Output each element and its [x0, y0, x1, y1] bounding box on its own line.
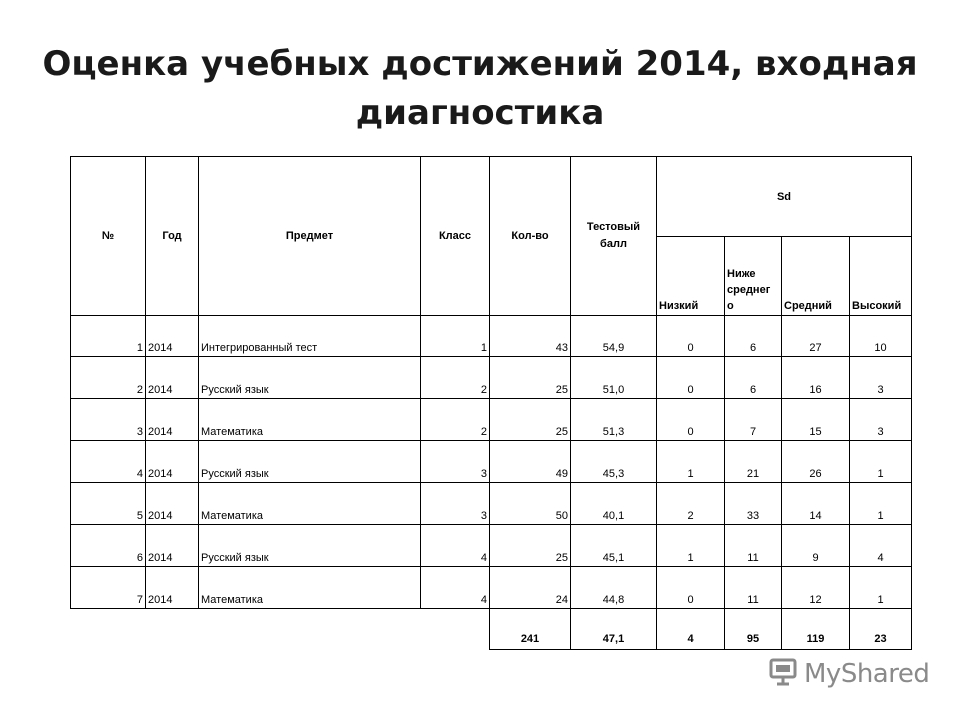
- cell-high: 10: [850, 316, 912, 357]
- cell-num: 2: [71, 357, 146, 399]
- cell-num: 5: [71, 483, 146, 525]
- cell-low: 0: [657, 316, 725, 357]
- cell-count: 50: [490, 483, 571, 525]
- cell-below: 11: [725, 525, 782, 567]
- total-avg: 119: [782, 609, 850, 650]
- cell-grade: 2: [421, 357, 490, 399]
- cell-low: 2: [657, 483, 725, 525]
- cell-year: 2014: [146, 441, 199, 483]
- cell-count: 25: [490, 399, 571, 441]
- totals-spacer: [71, 609, 490, 650]
- header-count: Кол-во: [490, 157, 571, 316]
- cell-grade: 4: [421, 567, 490, 609]
- myshared-logo: [768, 656, 929, 692]
- cell-high: 1: [850, 567, 912, 609]
- cell-below: 6: [725, 357, 782, 399]
- table-row: [71, 567, 912, 609]
- cell-avg: 14: [782, 483, 850, 525]
- cell-score: 45,3: [571, 441, 657, 483]
- header-year: Год: [146, 157, 199, 316]
- header-below-average: Ниже среднег о: [725, 237, 782, 316]
- cell-subject: Русский язык: [199, 441, 421, 483]
- cell-num: 4: [71, 441, 146, 483]
- cell-low: 0: [657, 399, 725, 441]
- results-table: [70, 156, 912, 650]
- cell-high: 3: [850, 399, 912, 441]
- cell-high: 4: [850, 525, 912, 567]
- cell-subject: Математика: [199, 483, 421, 525]
- cell-subject: Интегрированный тест: [199, 316, 421, 357]
- cell-num: 3: [71, 399, 146, 441]
- table-row: [71, 316, 912, 357]
- header-high: Высокий: [850, 237, 912, 316]
- cell-below: 7: [725, 399, 782, 441]
- header-sd: Sd: [657, 157, 912, 237]
- cell-year: 2014: [146, 357, 199, 399]
- cell-year: 2014: [146, 525, 199, 567]
- cell-score: 45,1: [571, 525, 657, 567]
- cell-high: 1: [850, 483, 912, 525]
- watermark-text: MyShared: [804, 659, 930, 689]
- cell-count: 49: [490, 441, 571, 483]
- cell-subject: Математика: [199, 399, 421, 441]
- total-low: 4: [657, 609, 725, 650]
- cell-year: 2014: [146, 399, 199, 441]
- cell-high: 3: [850, 357, 912, 399]
- cell-avg: 16: [782, 357, 850, 399]
- header-average: Средний: [782, 237, 850, 316]
- cell-avg: 15: [782, 399, 850, 441]
- cell-avg: 9: [782, 525, 850, 567]
- cell-score: 40,1: [571, 483, 657, 525]
- cell-avg: 27: [782, 316, 850, 357]
- header-grade: Класс: [421, 157, 490, 316]
- cell-below: 6: [725, 316, 782, 357]
- totals-row: [71, 609, 912, 650]
- cell-subject: Русский язык: [199, 525, 421, 567]
- cell-grade: 1: [421, 316, 490, 357]
- page-title: Оценка учебных достижений 2014, входная диагностика: [42, 44, 918, 133]
- cell-year: 2014: [146, 483, 199, 525]
- cell-below: 33: [725, 483, 782, 525]
- cell-year: 2014: [146, 567, 199, 609]
- cell-year: 2014: [146, 316, 199, 357]
- table-row: [71, 441, 912, 483]
- total-below: 95: [725, 609, 782, 650]
- cell-num: 7: [71, 567, 146, 609]
- cell-low: 0: [657, 357, 725, 399]
- total-score: 47,1: [571, 609, 657, 650]
- cell-grade: 2: [421, 399, 490, 441]
- cell-low: 0: [657, 567, 725, 609]
- cell-count: 43: [490, 316, 571, 357]
- cell-grade: 4: [421, 525, 490, 567]
- cell-high: 1: [850, 441, 912, 483]
- total-high: 23: [850, 609, 912, 650]
- cell-count: 24: [490, 567, 571, 609]
- cell-subject: Русский язык: [199, 357, 421, 399]
- table-row: [71, 399, 912, 441]
- cell-score: 44,8: [571, 567, 657, 609]
- cell-count: 25: [490, 525, 571, 567]
- header-subject: Предмет: [199, 157, 421, 316]
- cell-score: 54,9: [571, 316, 657, 357]
- cell-low: 1: [657, 441, 725, 483]
- total-count: 241: [490, 609, 571, 650]
- cell-below: 11: [725, 567, 782, 609]
- cell-num: 1: [71, 316, 146, 357]
- table-row: [71, 483, 912, 525]
- table-row: [71, 525, 912, 567]
- cell-count: 25: [490, 357, 571, 399]
- cell-avg: 26: [782, 441, 850, 483]
- cell-score: 51,3: [571, 399, 657, 441]
- table-row: [71, 357, 912, 399]
- cell-grade: 3: [421, 441, 490, 483]
- presentation-board-icon: [768, 657, 798, 692]
- cell-grade: 3: [421, 483, 490, 525]
- cell-subject: Математика: [199, 567, 421, 609]
- header-num: №: [71, 157, 146, 316]
- cell-score: 51,0: [571, 357, 657, 399]
- cell-avg: 12: [782, 567, 850, 609]
- cell-num: 6: [71, 525, 146, 567]
- cell-below: 21: [725, 441, 782, 483]
- header-low: Низкий: [657, 237, 725, 316]
- cell-low: 1: [657, 525, 725, 567]
- header-test-score: Тестовый балл: [571, 157, 657, 316]
